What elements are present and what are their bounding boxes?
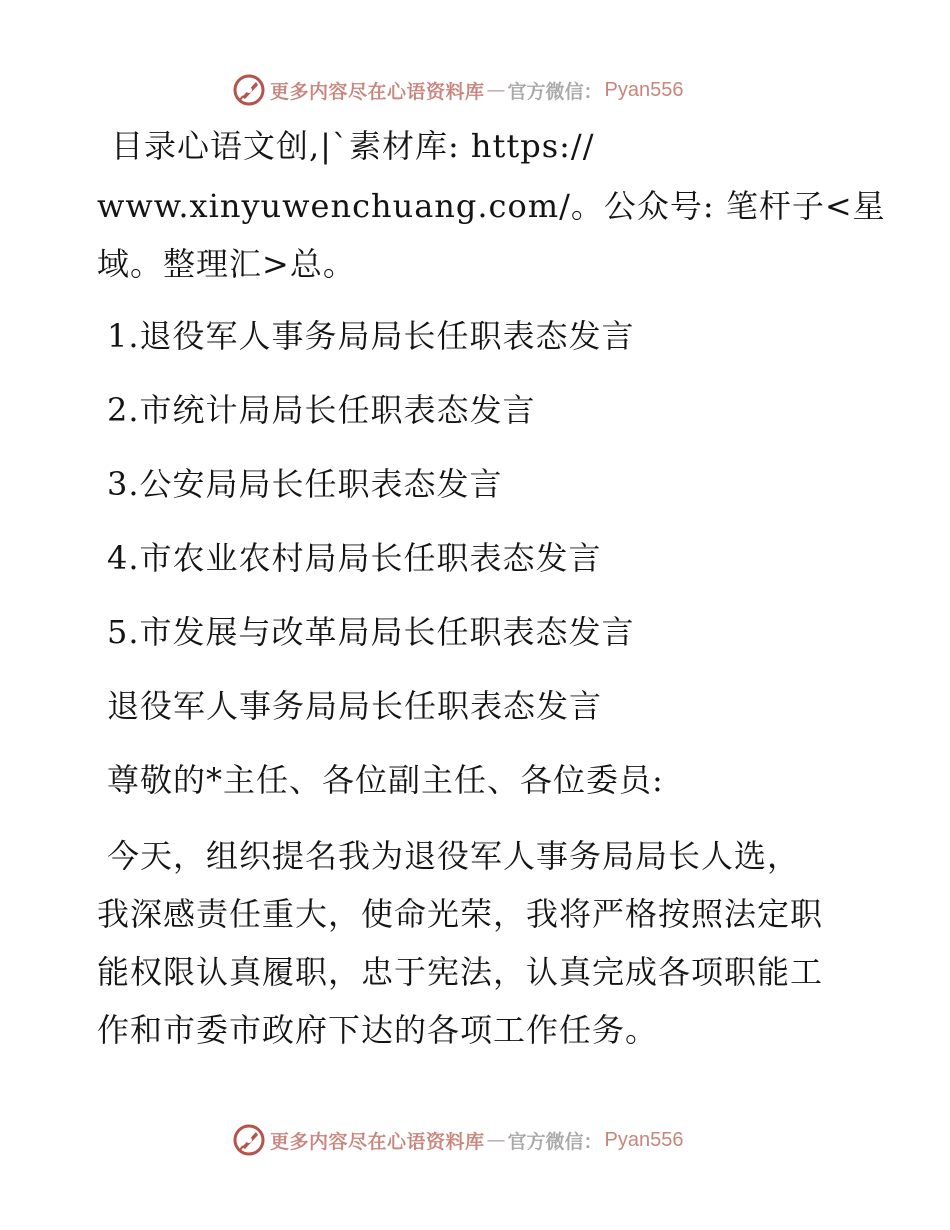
toc-item: 4.市农业农村局局长任职表态发言: [107, 539, 602, 577]
toc-item: 5.市发展与改革局局长任职表态发言: [107, 613, 635, 651]
quill-seal-icon: [232, 73, 266, 107]
section-title: 退役军人事务局局长任职表态发言: [107, 687, 603, 725]
header-banner: [232, 70, 684, 110]
banner-separator: —: [486, 1129, 506, 1151]
intro-line: 目录心语文创,|`素材库: https://: [111, 127, 595, 165]
banner-title: 更多内容尽在心语资料库: [270, 80, 485, 103]
paragraph-line: 今天，组织提名我为退役军人事务局局长人选，: [107, 837, 801, 875]
quill-seal-icon: [232, 1123, 266, 1157]
footer-banner: [232, 1120, 684, 1160]
intro-line: www.xinyuwenchuang.com/。公众号: 笔杆子<星: [97, 187, 886, 225]
banner-separator: —: [486, 79, 506, 101]
paragraph-line: 我深感责任重大，使命光荣，我将严格按照法定职: [97, 895, 824, 933]
banner-wechat-label: 官方微信：: [507, 1130, 603, 1153]
banner-wechat-id: Pyan556: [604, 78, 684, 101]
banner-wechat-label: 官方微信：: [507, 80, 603, 103]
salutation: 尊敬的*主任、各位副主任、各位委员:: [107, 761, 664, 799]
paragraph-line: 能权限认真履职，忠于宪法，认真完成各项职能工: [97, 953, 824, 991]
intro-line: 域。整理汇>总。: [97, 245, 356, 283]
toc-item: 3.公安局局长任职表态发言: [107, 465, 503, 503]
toc-item: 2.市统计局局长任职表态发言: [107, 391, 536, 429]
banner-title: 更多内容尽在心语资料库: [270, 1130, 485, 1153]
paragraph-line: 作和市委市政府下达的各项工作任务。: [97, 1011, 659, 1049]
banner-wechat-id: Pyan556: [604, 1128, 684, 1151]
toc-item: 1.退役军人事务局局长任职表态发言: [107, 317, 635, 355]
